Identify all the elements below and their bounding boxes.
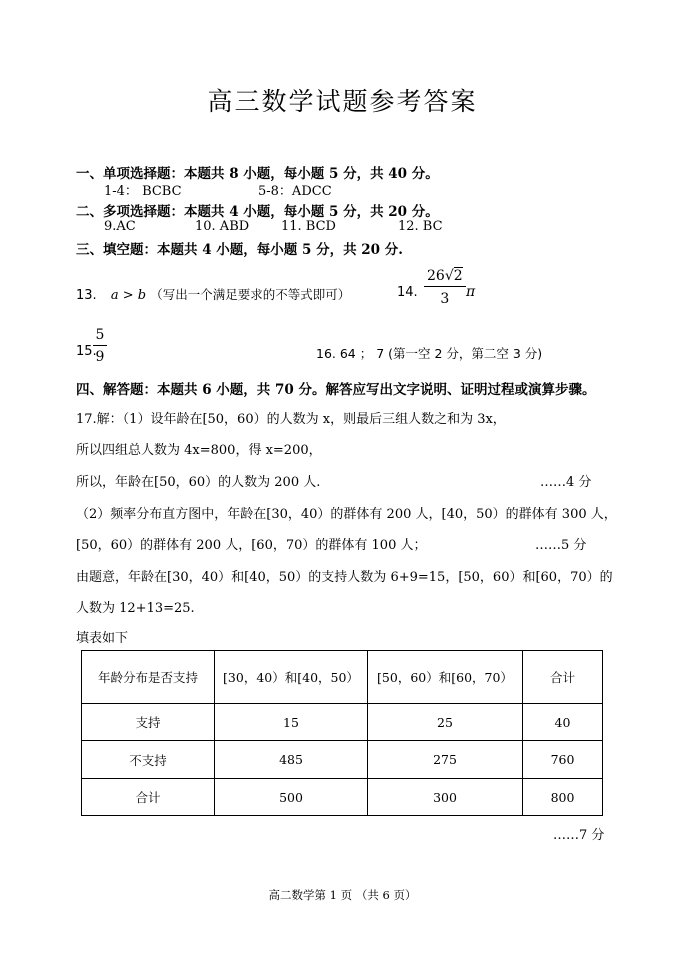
- q17-score-7: ……7 分: [553, 828, 605, 843]
- answer-13: [76, 285, 350, 303]
- section-2-heading: 二、多项选择题：本题共 4 小题，每小题 5 分，共 20 分。: [76, 204, 439, 220]
- table-cell: 不支持: [82, 741, 215, 779]
- q14-fraction: [424, 268, 466, 307]
- table-cell: 275: [368, 741, 523, 779]
- table-cell: 485: [215, 741, 368, 779]
- q17-line-8: 填表如下: [76, 631, 129, 646]
- q14-coefficient: 26: [427, 268, 445, 284]
- q13-var-b: b: [137, 288, 147, 303]
- answer-10: 10. ABD: [195, 219, 250, 234]
- q15-number: 15.: [76, 344, 97, 359]
- page-title: 高三数学试题参考答案: [207, 87, 478, 116]
- q15-fraction: [93, 327, 107, 365]
- q13-note: （写出一个满足要求的不等式即可）: [150, 287, 351, 302]
- q14-radicand: 2: [453, 268, 463, 284]
- page-footer: 高二数学第 1 页 （共 6 页）: [268, 888, 417, 902]
- q14-pi: π: [466, 284, 476, 300]
- q17-line-6: 由题意，年龄在[30，40）和[40，50）的支持人数为 6+9=15，[50，60）和[60，70）的: [76, 570, 613, 585]
- answer-16: 16. 64 ； 7 (第一空 2 分，第二空 3 分): [316, 346, 543, 361]
- section-4-heading: 四、解答题：本题共 6 小题，共 70 分。解答应写出文字说明、证明过程或演算步骤。: [76, 382, 596, 398]
- q17-line-4: （2）频率分布直方图中，年龄在[30，40）的群体有 200 人，[40，50）的群体有 300 人，: [76, 507, 617, 522]
- q13-gt: >: [122, 288, 134, 303]
- answer-1-4: 1-4： BCBC: [104, 184, 182, 199]
- answer-5-8: 5-8：ADCC: [258, 184, 332, 199]
- answer-11: 11. BCD: [281, 219, 336, 234]
- section-1-heading: 一、单项选择题：本题共 8 小题，每小题 5 分，共 40 分。: [76, 166, 439, 182]
- table-row: [82, 741, 603, 779]
- table-cell: 25: [368, 704, 523, 741]
- sqrt-icon: √: [444, 268, 454, 284]
- table-cell: 500: [215, 779, 368, 816]
- q17-line-3: 所以，年龄在[50，60）的人数为 200 人.: [76, 475, 321, 490]
- table-header-cell: [50，60）和[60，70）: [368, 651, 523, 704]
- answer-9: 9.AC: [104, 219, 136, 234]
- table-cell: 800: [523, 779, 603, 816]
- q14-denominator: 3: [440, 291, 450, 307]
- q15-numerator: 5: [93, 327, 107, 346]
- table-cell: 15: [215, 704, 368, 741]
- q14-numerator: [424, 268, 466, 287]
- q17-line-2: 所以四组总人数为 4x=800，得 x=200，: [76, 443, 322, 458]
- table-header-cell: 合计: [523, 651, 603, 704]
- table-cell: 40: [523, 704, 603, 741]
- table-header-cell: [30，40）和[40，50）: [215, 651, 368, 704]
- section-3-heading: 三、填空题：本题共 4 小题，每小题 5 分，共 20 分.: [76, 242, 403, 258]
- table-cell: 300: [368, 779, 523, 816]
- q17-line-5: [50，60）的群体有 200 人，[60，70）的群体有 100 人；: [76, 538, 427, 553]
- table-header-row: [82, 651, 603, 704]
- q17-line-7: 人数为 12+13=25.: [76, 601, 195, 616]
- q14-number: 14.: [397, 285, 418, 300]
- q17-score-4: ……4 分: [540, 475, 592, 490]
- answer-12: 12. BC: [398, 219, 443, 234]
- table-row: [82, 779, 603, 816]
- table-cell: 760: [523, 741, 603, 779]
- q15-denominator: 9: [95, 349, 105, 365]
- q17-line-1: 17.解：（1）设年龄在[50，60）的人数为 x，则最后三组人数之和为 3x，: [76, 412, 506, 427]
- support-table: [81, 650, 603, 816]
- q13-number: 13.: [76, 288, 97, 303]
- table-header-cell: 年龄分布是否支持: [82, 651, 215, 704]
- q17-score-5: ……5 分: [535, 538, 587, 553]
- table-row: [82, 704, 603, 741]
- table-cell: 支持: [82, 704, 215, 741]
- q13-var-a: a: [110, 288, 119, 303]
- table-cell: 合计: [82, 779, 215, 816]
